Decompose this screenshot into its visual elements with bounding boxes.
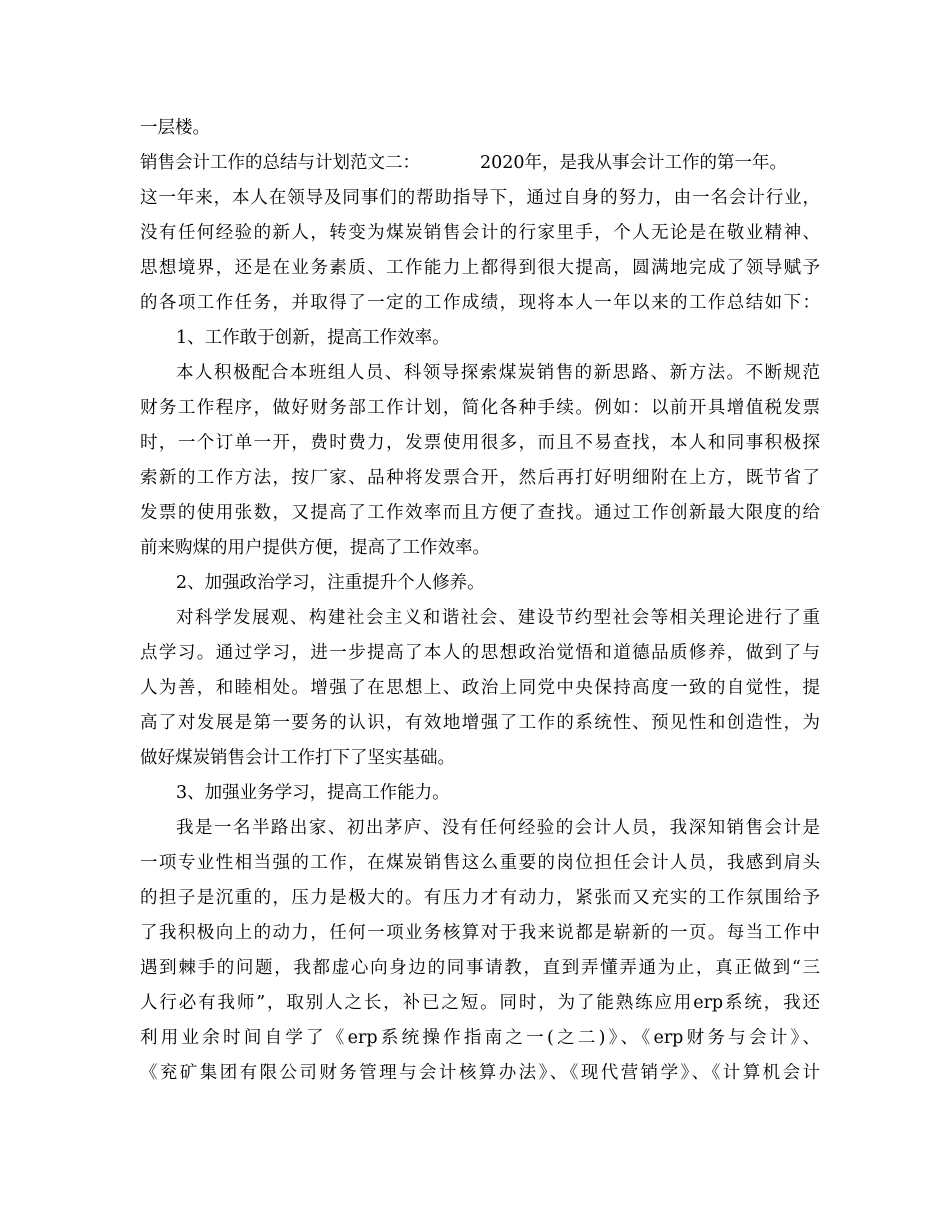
text-line: 索新的工作方法，按厂家、品种将发票合开，然后再打好明细附在上方，既节省了 [140, 468, 820, 488]
text-line: 了我积极向上的动力，任何一项业务核算对于我来说都是崭新的一页。每当工作中 [140, 923, 820, 943]
text-span: 2020年，是我从事会计工作的第一年。 [480, 153, 788, 173]
text-line: 没有任何经验的新人，转变为煤炭销售会计的行家里手，个人无论是在敬业精神、 [140, 223, 820, 243]
text-line: 对科学发展观、构建社会主义和谐社会、建设节约型社会等相关理论进行了重 [176, 608, 820, 628]
text-line: 时，一个订单一开，费时费力，发票使用很多，而且不易查找，本人和同事积极探 [140, 433, 820, 453]
text-line [140, 148, 820, 178]
list-heading: 1、工作敢于创新，提高工作效率。 [176, 328, 450, 348]
text-line: 一项专业性相当强的工作，在煤炭销售这么重要的岗位担任会计人员，我感到肩头 [140, 853, 820, 873]
text-line: 我是一名半路出家、初出茅庐、没有任何经验的会计人员，我深知销售会计是 [176, 818, 820, 838]
text-line: 高了对发展是第一要务的认识，有效地增强了工作的系统性、预见性和创造性，为 [140, 713, 820, 733]
text-line: 人为善，和睦相处。增强了在思想上、政治上同党中央保持高度一致的自觉性，提 [140, 678, 820, 698]
text-line: 人行必有我师”，取别人之长，补已之短。同时，为了能熟练应用erp系统，我还 [140, 993, 820, 1013]
text-line: 本人积极配合本班组人员、科领导探索煤炭销售的新思路、新方法。不断规范 [176, 363, 820, 383]
list-heading: 2、加强政治学习，注重提升个人修养。 [176, 573, 485, 593]
text-line: 做好煤炭销售会计工作打下了坚实基础。 [140, 748, 455, 768]
text-line: 这一年来，本人在领导及同事们的帮助指导下，通过自身的努力，由一名会计行业， [140, 188, 820, 208]
text-line: 思想境界，还是在业务素质、工作能力上都得到很大提高，圆满地完成了领导赋予 [140, 258, 820, 278]
text-line: 前来购煤的用户提供方便，提高了工作效率。 [140, 538, 490, 558]
section-heading: 销售会计工作的总结与计划范文二： [140, 153, 420, 173]
list-heading: 3、加强业务学习，提高工作能力。 [176, 783, 450, 803]
text-line: 一层楼。 [140, 118, 210, 138]
text-line: 的各项工作任务，并取得了一定的工作成绩，现将本人一年以来的工作总结如下： [140, 293, 820, 313]
text-line: 点学习。通过学习，进一步提高了本人的思想政治觉悟和道德品质修养，做到了与 [140, 643, 820, 663]
text-line: 发票的使用张数，又提高了工作效率而且方便了查找。通过工作创新最大限度的给 [140, 503, 820, 523]
text-line: 《兖矿集团有限公司财务管理与会计核算办法》、《现代营销学》、《计算机会计 [140, 1063, 820, 1083]
text-line: 的担子是沉重的，压力是极大的。有压力才有动力，紧张而又充实的工作氛围给予 [140, 888, 820, 908]
text-line: 利用业余时间自学了《erp系统操作指南之一(之二)》、《erp财务与会计》、 [140, 1028, 820, 1048]
text-line: 财务工作程序，做好财务部工作计划，简化各种手续。例如：以前开具增值税发票 [140, 398, 820, 418]
text-line: 遇到棘手的问题，我都虚心向身边的同事请教，直到弄懂弄通为止，真正做到“三 [140, 958, 820, 978]
